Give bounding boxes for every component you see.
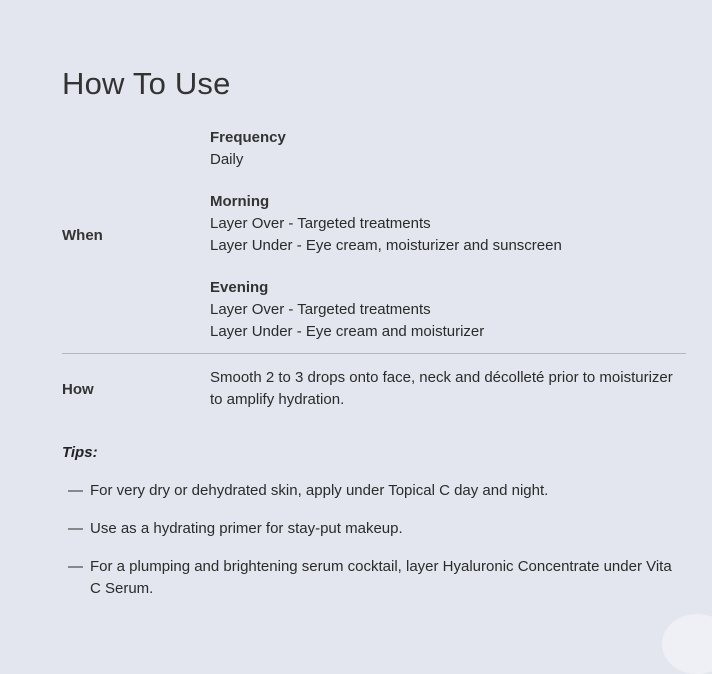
tip-item xyxy=(62,480,686,502)
corner-decoration xyxy=(662,614,712,674)
frequency-value: Daily xyxy=(210,151,244,168)
morning-layer-under: Layer Under - Eye cream, moisturizer and sunscreen xyxy=(210,237,562,254)
how-text: Smooth 2 to 3 drops onto face, neck and décolleté prior to moisturizer to amplify hydration. xyxy=(210,369,673,408)
how-to-use-section xyxy=(62,64,686,616)
how-row xyxy=(62,354,686,411)
morning-layer-over: Layer Over - Targeted treatments xyxy=(210,215,431,232)
tips-label: Tips: xyxy=(62,444,98,461)
how-label: How xyxy=(62,380,94,398)
evening-title: Evening xyxy=(210,279,269,296)
frequency-block xyxy=(210,127,686,171)
tip-text: Use as a hydrating primer for stay-put makeup. xyxy=(90,520,403,537)
tip-item xyxy=(62,518,686,540)
frequency-title: Frequency xyxy=(210,129,286,146)
when-label: When xyxy=(62,226,103,244)
evening-layer-under: Layer Under - Eye cream and moisturizer xyxy=(210,323,485,340)
when-content xyxy=(210,127,686,343)
dash-bullet: — xyxy=(68,520,83,537)
dash-bullet: — xyxy=(68,558,83,575)
tip-text: For very dry or dehydrated skin, apply under Topical C day and night. xyxy=(90,482,549,499)
morning-block xyxy=(210,191,686,257)
tip-text: For a plumping and brightening serum cocktail, layer Hyaluronic Concentrate under Vita C Serum. xyxy=(90,558,672,597)
when-row xyxy=(62,127,686,353)
section-title: How To Use xyxy=(62,66,231,101)
tips-list xyxy=(62,480,686,600)
evening-layer-over: Layer Over - Targeted treatments xyxy=(210,301,431,318)
morning-title: Morning xyxy=(210,193,270,210)
evening-block xyxy=(210,277,686,343)
dash-bullet: — xyxy=(68,482,83,499)
tip-item xyxy=(62,556,686,600)
